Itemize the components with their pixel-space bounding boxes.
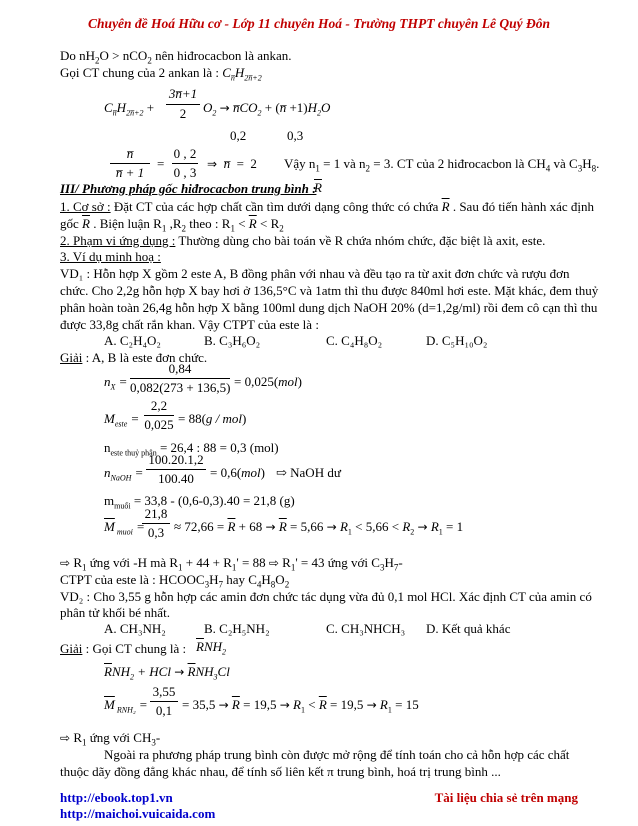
option-a1: A. C₂H₄O₂ [104,333,161,348]
frac-bar [144,415,174,416]
frac-n-den: n̅ + 1 [115,165,145,180]
frac-bar [142,523,170,524]
frac-3n1-num: 3n̅+1 [168,86,198,101]
solution-text: : A, B là este đơn chức. [82,350,208,365]
option-b1: B. C₃H₆O₂ [204,333,261,348]
reaction-rhs: $O_2$ → $n̅CO_2$ + (n̅ $+1)H_2O$ [203,100,331,118]
frac-n-num: n̅ [126,146,134,161]
option-d1: D. C₅H₁₀O₂ [426,333,488,348]
mol-0-3: 0,3 [287,128,304,143]
eq8-rhs: = $35,5 \to \overline{R} = 19,5 \to R_1 < \overline{R} = 19,5 \to R_1 = 15$ [182,697,419,715]
eq8-num: 3,55 [152,684,176,699]
eq4-rhs: = 0,6(mol) [210,465,266,480]
eq8-den: 0,1 [155,703,173,718]
section-title: III/ Phương pháp gốc hiđrocacbon trung bình : [60,181,317,196]
equals: = [157,156,165,171]
p1-label: 1. Cơ sở : [60,199,111,214]
text-line-1: Do $nH_2O > nCO_2$ nên hiđrocacbon là ankan. [60,48,292,66]
footer-link-ebook[interactable]: http://ebook.top1.vn [60,790,173,805]
p1-line-1: 1. Cơ sở : Đặt CT của các hợp chất cần tìm dưới dạng công thức có chứa $\overline{R}$ . Sau đó tiến hành xác định [60,199,594,214]
frac-bar [130,378,230,379]
p2-text: Thường dùng cho bài toán về R chứa nhóm chức, đặc biệt là axit, este. [175,233,546,248]
eq2-rhs: = 88(g / mol) [178,411,247,426]
frac-bar [166,104,200,105]
footer-link-maichoi[interactable]: http://maichoi.vuicaida.com [60,806,216,821]
eq7: $\overline{R}NH_2$ + HCl → $\overline{R}NH_3Cl$ [104,664,230,682]
frac-3n1-den: 2 [179,106,187,121]
conclusion-line: Vậy $n_1 = 1$ và $n_2 = 3$. CT của 2 hiđrocacbon là $CH_4$ và $C_3H_8$. [284,156,600,174]
reaction-equation: $C_{n̅}H_{2n̅+2}$ + [104,100,155,118]
eq6-rhs: ≈ $72,66 = \overline{R} + 68 \to \overline{R} = 5,66 \to R_1 < 5,66 < R_2 \to R_1 = 1$ [174,519,464,537]
solution-label: Giải [60,350,83,365]
frac-03: 0 , 3 [173,165,197,180]
eq2-num: 2,2 [150,398,168,413]
vd2-line-2: phân tử khối bé nhất. [60,605,170,620]
eq5: $m_{muối} = 33,8 - (0,6-0,3).40 = 21,8$ (g) [104,493,295,511]
vd1-line-1: VD₁ : Hỗn hợp X gồm 2 este A, B đồng phân với nhau và đều tạo ra từ axit đơn chức và rượu đơn [60,266,570,281]
n-equals-2: ⇒ n̅ = 2 [207,156,257,171]
closing-line-1: Ngoài ra phương pháp trung bình còn được mở rộng để tính toán cho cả hỗn hợp các chất [104,747,570,762]
p3-label: 3. Ví dụ minh hoạ : [60,249,161,264]
text-line-2: Gọi CT chung của 2 ankan là : $C_{n̅}H_{2n̅+2}$ [60,65,262,83]
eq4-den: 100.40 [158,471,194,486]
eq4-num: 100.20.1,2 [148,452,204,467]
option-c2: C. CH₃NHCH₃ [326,621,406,636]
vd1-line-3: phân hoàn toàn 26,4g hỗn hợp X bằng 100ml dung dịch NaOH 20% (d=1,2g/ml) rồi đem cô cạn thì thu [60,300,598,315]
eq1-rhs: = 0,025(mol) [234,374,303,389]
solution-text: : Gọi CT chung là : [82,641,187,656]
eq1-lhs: $n_X$ = [104,374,128,392]
vd1-line-2: chức. Cho 2,2g hỗn hợp X bay hơi ở 136,5°C và 1atm thì thu được 840ml hơi este. Mặt khác, đem thuỷ [60,283,599,298]
p1-line-2: gốc $\overline{R}$ . Biện luận $R_1$ $,R_2$ theo : $R_1 < \overline{R} < R_2$ [60,216,284,234]
eq2-lhs: $M_{este}$ = [104,411,140,429]
p2-line [60,233,545,248]
mol-0-2: 0,2 [230,128,247,143]
eq6-num: 21,8 [144,506,168,521]
eq6-den: 0,3 [147,525,165,540]
ctpt-line: CTPT của este là : $HCOOC_3H_7$ hay $C_4H_8O_2$ [60,572,290,590]
eq6-lhs: $\overline{M}$ $_{muoi}$ = [104,519,145,537]
frac-bar [150,701,178,702]
solution-2 [60,641,186,656]
eq4-lhs: $n_{NaOH}$ = [104,465,144,483]
closing-line-2: thuộc dãy đồng đẳng khác nhau, để tính số liên kết π trung bình, hoá trị trung bình ... [60,764,501,779]
solution-label: Giải [60,641,83,656]
vd2-line-1: VD₂ : Cho 3,55 g hỗn hợp các amin đơn chức tác dụng vừa đủ 0,1 mol HCl. Xác định CT của amin có [60,589,592,604]
eq8-lhs: $\overline{M}$ $_{RNH_2}$ = [104,697,148,715]
eq3: $n_{este thuỷ phân} = 26,4$ : 88 = 0,3 (mol) [104,440,279,458]
page-header: Chuyên đề Hoá Hữu cơ - Lớp 11 chuyên Hoá - Trường THPT chuyên Lê Quý Đôn [88,16,550,31]
option-d2: D. Kết quả khác [426,621,511,636]
rnh2-formula: $\overline{R}NH_2$ [196,639,227,657]
frac-bar [110,163,150,164]
eq2-den: 0,025 [144,417,174,432]
eq1-num: 0,84 [168,361,192,376]
p2-label: 2. Phạm vi ứng dụng : [60,233,176,248]
section-title-symbol: $\overline{R}$ [314,180,322,195]
eq4-note: ⇨ NaOH dư [276,465,341,480]
r1-line: ⇨ $R_1$ ứng với -H mà $R_1 + 44 + R_1' = 88$ ⇨ $R_1' = 43$ ứng với $C_3H_7-$ [60,555,403,573]
eq1-den: 0,082(273 + 136,5) [130,380,231,395]
frac-02: 0 , 2 [173,146,197,161]
footer-note: Tài liệu chia sẻ trên mạng [434,790,578,805]
frac-bar [172,163,198,164]
option-c1: C. C₄H₈O₂ [326,333,383,348]
option-b2: B. C₂H₅NH₂ [204,621,270,636]
r2-line: ⇨ $R_1$ ứng với $CH_3-$ [60,730,161,748]
frac-bar [146,469,206,470]
option-a2: A. CH₃NH₂ [104,621,166,636]
vd1-line-4: được 33,8g chất rắn khan. Vậy CTPT của este là : [60,317,319,332]
